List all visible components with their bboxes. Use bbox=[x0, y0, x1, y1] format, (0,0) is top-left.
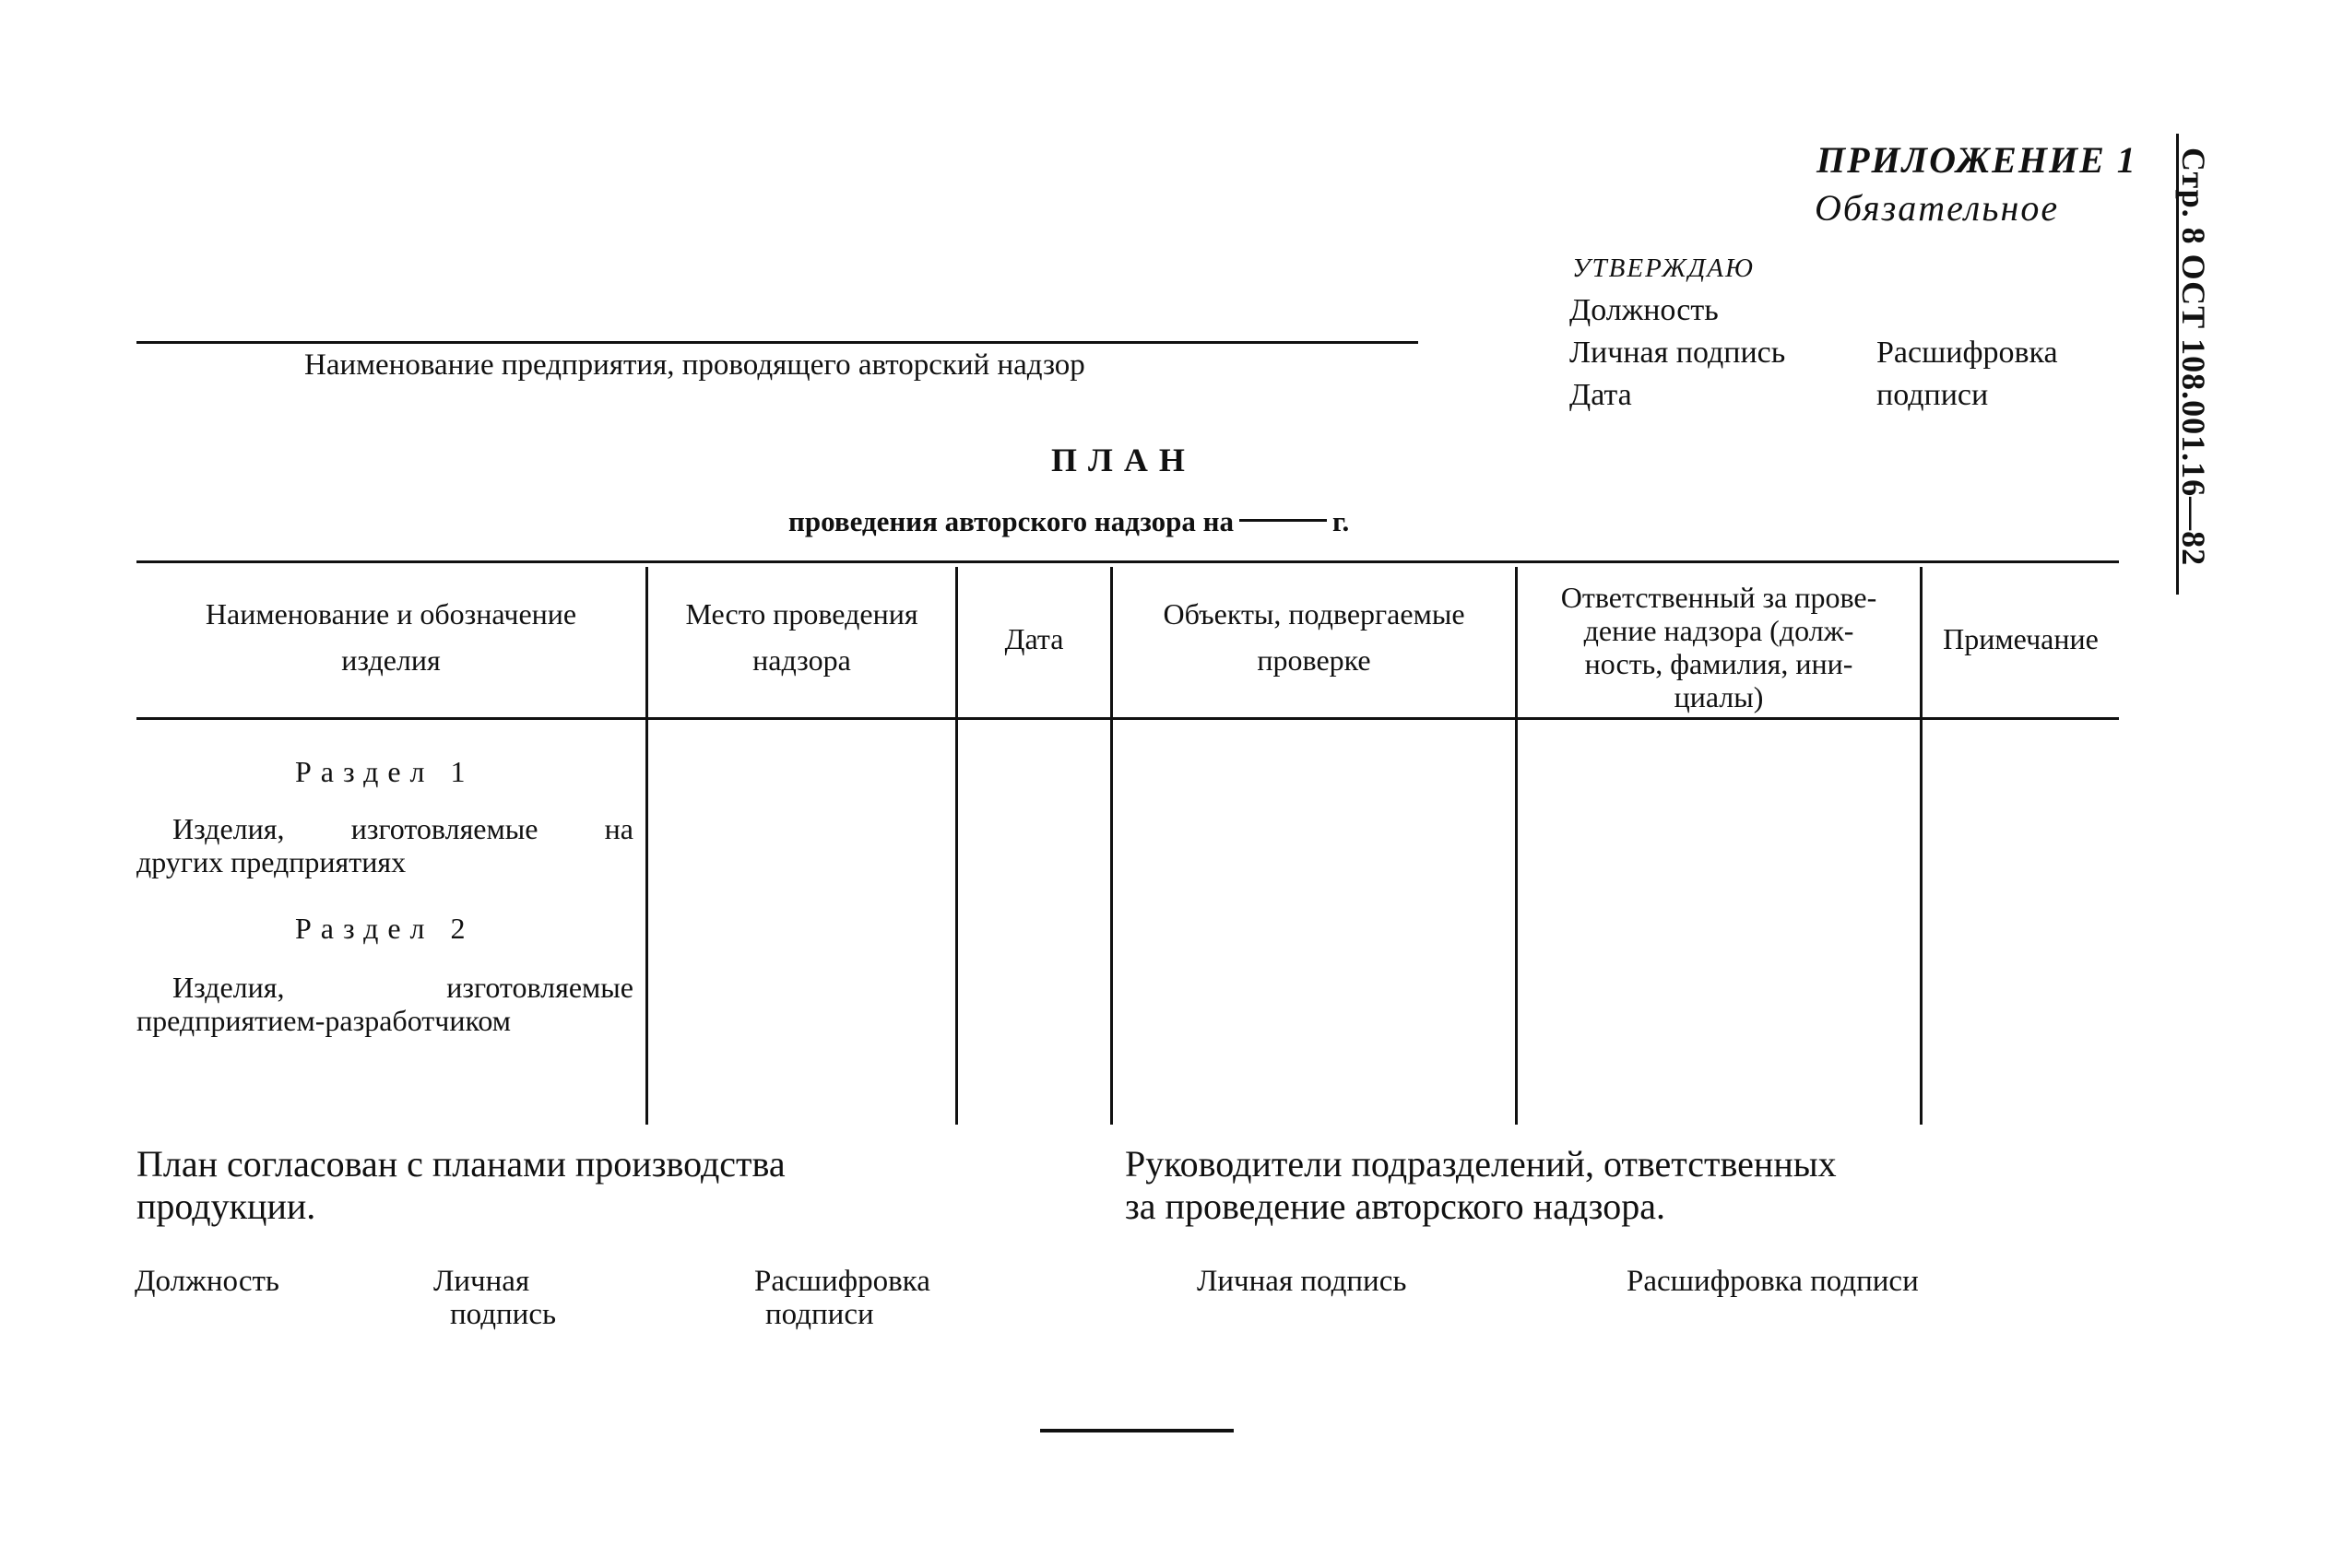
header-place bbox=[648, 597, 955, 677]
sig-position: Должность bbox=[135, 1265, 279, 1298]
header-product bbox=[136, 597, 645, 677]
plan-subtitle-prefix: проведения авторского надзора на bbox=[788, 505, 1234, 537]
heads-line-1: Руководители подразделений, ответственных bbox=[1125, 1143, 1837, 1185]
approve-signature: Личная подпись bbox=[1569, 336, 1786, 370]
header-responsible-line-3: ность, фамилия, ини- bbox=[1584, 647, 1853, 680]
section-2-label: Раздел 2 bbox=[295, 912, 475, 945]
plan-subtitle bbox=[788, 505, 1349, 538]
header-responsible bbox=[1518, 581, 1920, 713]
sig-decoding-2: подписи bbox=[765, 1298, 874, 1331]
table-top-rule bbox=[136, 560, 2119, 563]
header-product-line-2: изделия bbox=[341, 643, 441, 677]
header-objects bbox=[1113, 597, 1515, 677]
header-responsible-line-1: Ответственный за прове- bbox=[1560, 581, 1877, 614]
header-date bbox=[958, 622, 1110, 655]
header-place-line-2: надзора bbox=[752, 643, 851, 677]
sig-personal-2: подпись bbox=[450, 1298, 557, 1331]
approve-date: Дата bbox=[1569, 378, 1632, 412]
section-2-text-2: предприятием-разработчиком bbox=[136, 1004, 512, 1037]
enterprise-line bbox=[136, 341, 1418, 344]
approve-position: Должность bbox=[1569, 293, 1719, 327]
enterprise-caption: Наименование предприятия, проводящего авторский надзор bbox=[304, 348, 1085, 382]
section-1-text-2: других предприятиях bbox=[136, 845, 407, 878]
header-objects-line-1: Объекты, подвергаемые bbox=[1163, 597, 1465, 631]
header-date-line-1: Дата bbox=[1004, 622, 1064, 655]
sig-personal-1: Личная bbox=[433, 1265, 530, 1298]
section-1-label: Раздел 1 bbox=[295, 755, 475, 788]
approve-decoding-1: Расшифровка bbox=[1876, 336, 2058, 370]
header-product-line-1: Наименование и обозначение bbox=[205, 597, 577, 631]
header-note bbox=[1923, 622, 2119, 655]
heads-line-2: за проведение авторского надзора. bbox=[1125, 1185, 1665, 1227]
agreement-line-2: продукции. bbox=[136, 1185, 316, 1227]
plan-subtitle-suffix: г. bbox=[1331, 505, 1350, 537]
agreement-line-1: План согласован с планами производства bbox=[136, 1143, 786, 1185]
agreement-statement bbox=[136, 1143, 786, 1228]
approve-decoding-2: подписи bbox=[1876, 378, 1989, 412]
header-place-line-1: Место проведения bbox=[685, 597, 918, 631]
section-2-text-1: Изделия, изготовляемые bbox=[172, 971, 633, 1004]
approve-label: УТВЕРЖДАЮ bbox=[1572, 253, 1755, 283]
page-reference: Стр. 8 ОСТ 108.001.16—82 bbox=[2175, 147, 2212, 567]
year-blank bbox=[1239, 519, 1327, 522]
annex-subtitle: Обязательное bbox=[1815, 187, 2060, 229]
annex-title: ПРИЛОЖЕНИЕ 1 bbox=[1816, 139, 2137, 181]
section-1-text-1: Изделия, изготовляемые на bbox=[172, 812, 633, 845]
sig-right-personal: Личная подпись bbox=[1197, 1265, 1407, 1298]
sig-decoding-1: Расшифровка bbox=[754, 1265, 930, 1298]
table-header-rule bbox=[136, 717, 2119, 720]
sig-right-decoding: Расшифровка подписи bbox=[1627, 1265, 1919, 1298]
end-rule bbox=[1040, 1429, 1234, 1432]
header-responsible-line-4: циалы) bbox=[1674, 680, 1764, 713]
header-objects-line-2: проверке bbox=[1257, 643, 1371, 677]
heads-statement bbox=[1125, 1143, 1837, 1228]
plan-title: ПЛАН bbox=[1051, 442, 1196, 478]
header-responsible-line-2: дение надзора (долж- bbox=[1583, 614, 1854, 647]
header-note-line-1: Примечание bbox=[1943, 622, 2099, 655]
